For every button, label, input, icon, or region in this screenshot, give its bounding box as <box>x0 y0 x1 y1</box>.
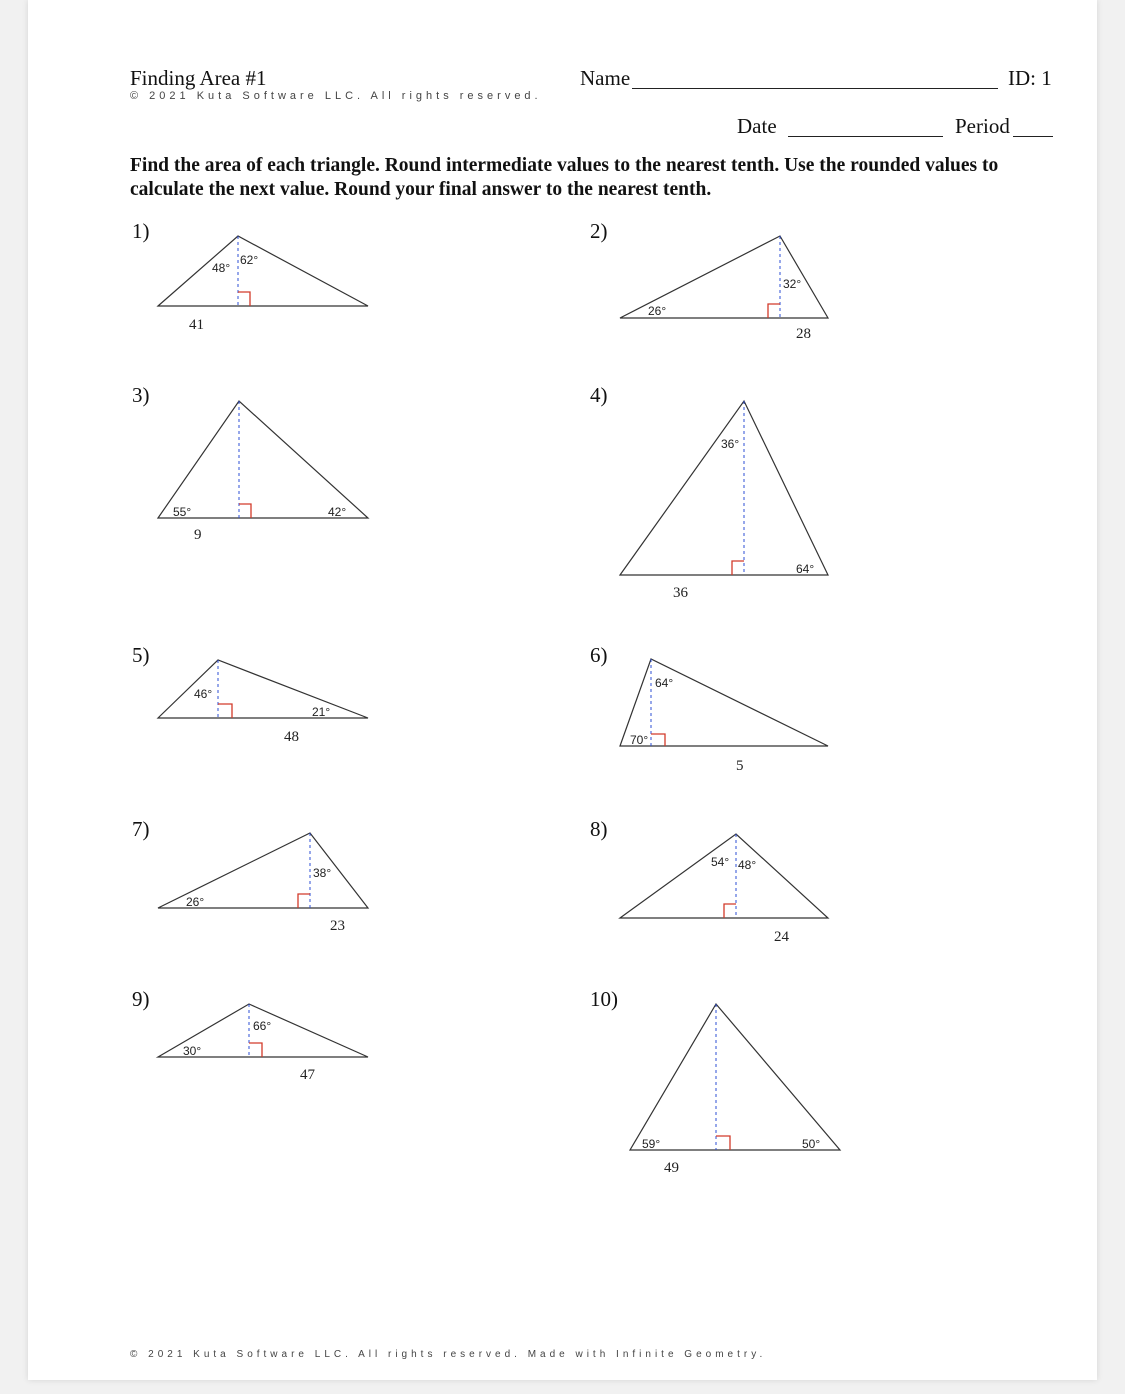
problem-number: 1) <box>132 219 150 243</box>
triangle-5-outline <box>158 660 368 718</box>
id-label: ID: 1 <box>1008 66 1052 90</box>
triangle-4 <box>620 401 828 601</box>
problem-number: 4) <box>590 383 608 407</box>
period-label: Period <box>955 114 1010 138</box>
triangle-10-angle-a: 59° <box>642 1137 661 1151</box>
right-angle-marker <box>716 1136 730 1150</box>
triangle-7-side: 23 <box>330 918 345 934</box>
footer-copyright: © 2021 Kuta Software LLC. All rights reserved. Made with Infinite Geometry. <box>130 1349 767 1360</box>
right-angle-marker <box>732 561 744 575</box>
triangle-6 <box>620 659 828 774</box>
problem-number: 7) <box>132 817 150 841</box>
triangle-8-side: 24 <box>774 929 789 945</box>
problem-number: 6) <box>590 643 608 667</box>
right-angle-marker <box>249 1043 262 1057</box>
right-angle-marker <box>218 704 232 718</box>
triangle-8-angle-a: 54° <box>711 855 730 869</box>
triangle-3 <box>158 401 368 543</box>
right-angle-marker <box>768 304 780 318</box>
triangle-1-angle-a: 48° <box>212 261 231 275</box>
triangle-6-angle-a: 64° <box>655 676 674 690</box>
right-angle-marker <box>298 894 310 908</box>
triangle-10 <box>630 1004 840 1176</box>
triangle-3-outline <box>158 401 368 518</box>
triangle-1-outline <box>158 236 368 306</box>
triangle-2-side: 28 <box>796 326 811 342</box>
right-angle-marker <box>651 734 665 746</box>
problem-number: 2) <box>590 219 608 243</box>
triangle-6-side: 5 <box>736 758 744 774</box>
right-angle-marker <box>238 292 250 306</box>
instructions: Find the area of each triangle. Round intermediate values to the nearest tenth. Use the rounded values to calculate the next value. Round your final answer to the nearest tenth. <box>130 155 999 200</box>
triangle-2 <box>620 236 828 342</box>
triangle-2-angle-a: 26° <box>648 304 667 318</box>
triangle-1 <box>158 236 368 333</box>
triangle-3-angle-a: 55° <box>173 505 192 519</box>
date-label: Date <box>737 114 777 138</box>
triangle-5 <box>158 660 368 745</box>
triangle-7-angle-b: 38° <box>313 866 332 880</box>
worksheet-title: Finding Area #1 <box>130 66 267 90</box>
triangle-5-angle-a: 46° <box>194 687 213 701</box>
right-angle-marker <box>239 504 251 518</box>
triangle-2-angle-b: 32° <box>783 277 802 291</box>
problem-number: 3) <box>132 383 150 407</box>
triangle-1-side: 41 <box>189 317 204 333</box>
triangle-7 <box>158 833 368 934</box>
triangle-10-outline <box>630 1004 840 1150</box>
problem-number: 9) <box>132 987 150 1011</box>
worksheet-page <box>28 0 1097 1380</box>
problem-number: 8) <box>590 817 608 841</box>
triangle-9-angle-b: 66° <box>253 1019 272 1033</box>
triangle-diagrams <box>28 0 1097 1380</box>
problem-number: 5) <box>132 643 150 667</box>
triangle-10-side: 49 <box>664 1160 679 1176</box>
triangle-10-angle-b: 50° <box>802 1137 821 1151</box>
triangle-1-angle-b: 62° <box>240 253 259 267</box>
problem-number: 10) <box>590 987 618 1011</box>
triangle-3-side: 9 <box>194 527 202 543</box>
triangle-4-side: 36 <box>673 585 688 601</box>
triangle-5-angle-b: 21° <box>312 705 331 719</box>
name-label: Name <box>580 66 631 90</box>
triangle-7-angle-a: 26° <box>186 895 205 909</box>
copyright-line: © 2021 Kuta Software LLC. All rights reserved. <box>130 90 542 102</box>
triangle-3-angle-b: 42° <box>328 505 347 519</box>
triangle-8-angle-b: 48° <box>738 858 757 872</box>
triangle-5-side: 48 <box>284 729 299 745</box>
triangle-9-angle-a: 30° <box>183 1044 202 1058</box>
triangle-8 <box>620 834 828 945</box>
triangle-4-angle-b: 64° <box>796 562 815 576</box>
triangle-9 <box>158 1004 368 1083</box>
triangle-4-angle-a: 36° <box>721 437 740 451</box>
triangle-9-side: 47 <box>300 1067 315 1083</box>
right-angle-marker <box>724 904 736 918</box>
triangle-6-angle-b: 70° <box>630 733 649 747</box>
triangle-4-outline <box>620 401 828 575</box>
